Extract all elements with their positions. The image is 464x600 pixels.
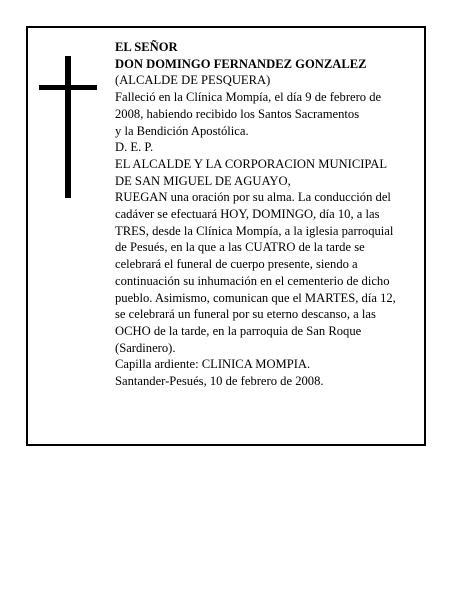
body-line-18: Capilla ardiente: CLINICA MOMPIA. — [115, 357, 311, 372]
body-line-3: 2008, habiendo recibido los Santos Sacramentos — [115, 106, 360, 121]
obituary-notice — [26, 26, 426, 446]
body-line-14: pueblo. Asimismo, comunican que el MARTES, día 12, — [115, 290, 396, 305]
cross-horizontal-bar — [39, 85, 97, 90]
body-line-17: (Sardinero). — [115, 340, 176, 355]
cross-vertical-bar — [65, 56, 71, 198]
body-line-8: RUEGAN una oración por su alma. La conducción del — [115, 190, 391, 205]
notice-text-block — [115, 39, 425, 390]
body-line-12: celebrará el funeral de cuerpo presente, siendo a — [115, 257, 358, 272]
body-line-19: Santander-Pesués, 10 de febrero de 2008. — [115, 374, 324, 389]
body-line-15: se celebrará un funeral por su eterno descanso, a las — [115, 307, 376, 322]
body-line-1: (ALCALDE DE PESQUERA) — [115, 73, 271, 88]
title-line-2: DON DOMINGO FERNANDEZ GONZALEZ — [115, 56, 367, 71]
body-line-5: D. E. P. — [115, 140, 154, 155]
body-line-6: EL ALCALDE Y LA CORPORACION MUNICIPAL — [115, 156, 388, 171]
body-line-10: TRES, desde la Clínica Mompía, a la iglesia parroquial — [115, 223, 394, 238]
body-line-4: y la Bendición Apostólica. — [115, 123, 249, 138]
body-line-7: DE SAN MIGUEL DE AGUAYO, — [115, 173, 291, 188]
body-line-2: Falleció en la Clínica Mompía, el día 9 de febrero de — [115, 90, 382, 105]
title-line-1: EL SEÑOR — [115, 40, 178, 54]
body-line-13: continuación su inhumación en el cementerio de dicho — [115, 273, 390, 288]
body-line-11: de Pesués, en la que a las CUATRO de la tarde se — [115, 240, 365, 255]
body-line-9: cadáver se efectuará HOY, DOMINGO, día 10, a las — [115, 207, 380, 222]
body-line-16: OCHO de la tarde, en la parroquia de San Roque — [115, 323, 362, 338]
